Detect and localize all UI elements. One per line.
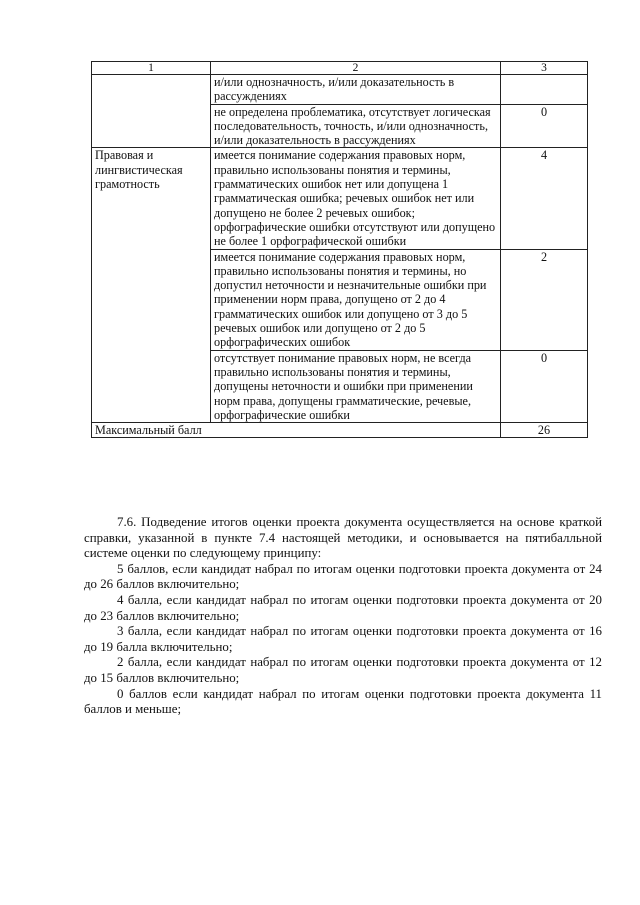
grading-section <box>84 515 602 718</box>
criterion-cell-continued <box>92 75 211 148</box>
table-header-row <box>92 62 588 75</box>
score-cell <box>501 75 588 105</box>
description-cell: отсутствует понимание правовых норм, не всегда правильно использованы понятия и термины, допущены неточности и ошибки при применении норм права, допущены грамматические, речевые, орфографические ошибки <box>211 350 501 422</box>
description-cell: не определена проблематика, отсутствует логическая последовательность, точность, и/или однозначность, и/или доказательность в рассуждениях <box>211 104 501 148</box>
section-intro: 7.6. Подведение итогов оценки проекта документа осуществляется на основе краткой справки, указанной в пункте 7.4 настоящей методики, и основывается на пятибалльной системе оценки по следующему принципу: <box>84 515 602 561</box>
header-col-3: 3 <box>501 62 588 75</box>
criterion-cell: Правовая и лингвистическая грамотность <box>92 148 211 423</box>
list-item: 2 балла, если кандидат набрал по итогам оценки подготовки проекта документа от 12 до 15 баллов включительно; <box>84 655 602 685</box>
list-item: 5 баллов, если кандидат набрал по итогам оценки подготовки проекта документа от 24 до 26 баллов включительно; <box>84 561 602 592</box>
list-item: 4 балла, если кандидат набрал по итогам оценки подготовки проекта документа от 20 до 23 баллов включительно; <box>84 592 602 623</box>
header-col-2: 2 <box>211 62 501 75</box>
total-score: 26 <box>501 423 588 438</box>
score-cell: 4 <box>501 148 588 249</box>
description-cell: имеется понимание содержания правовых норм, правильно использованы понятия и термины, но допустил неточности и незначительные ошибки при применении норм права, допущено от 2 до 4 грамматических ошибок или допущено от 3 до 5 речевых ошибок или допущено от 2 до 5 орфографических ошибок <box>211 249 501 350</box>
score-cell: 2 <box>501 249 588 350</box>
table-row <box>92 148 588 249</box>
description-cell: и/или однозначность, и/или доказательность в рассуждениях <box>211 75 501 105</box>
score-cell: 0 <box>501 104 588 148</box>
total-row <box>92 423 588 438</box>
list-item: 3 балла, если кандидат набрал по итогам оценки подготовки проекта документа от 16 до 19 балла включительно; <box>84 624 602 654</box>
table-row <box>92 75 588 105</box>
header-col-1: 1 <box>92 62 211 75</box>
list-item: 0 баллов если кандидат набрал по итогам оценки подготовки проекта документа 11 баллов и меньше; <box>84 686 602 717</box>
description-cell: имеется понимание содержания правовых норм, правильно использованы понятия и термины, грамматических ошибок нет или допущена 1 грамматическая ошибка; речевых ошибок нет или допущено не более 2 речевых ошибок; орфографические ошибки отсутствуют или допущено не более 1 орфографической ошибки <box>211 148 501 249</box>
total-label: Максимальный балл <box>92 423 501 438</box>
score-cell: 0 <box>501 350 588 422</box>
assessment-criteria-table <box>91 61 588 438</box>
